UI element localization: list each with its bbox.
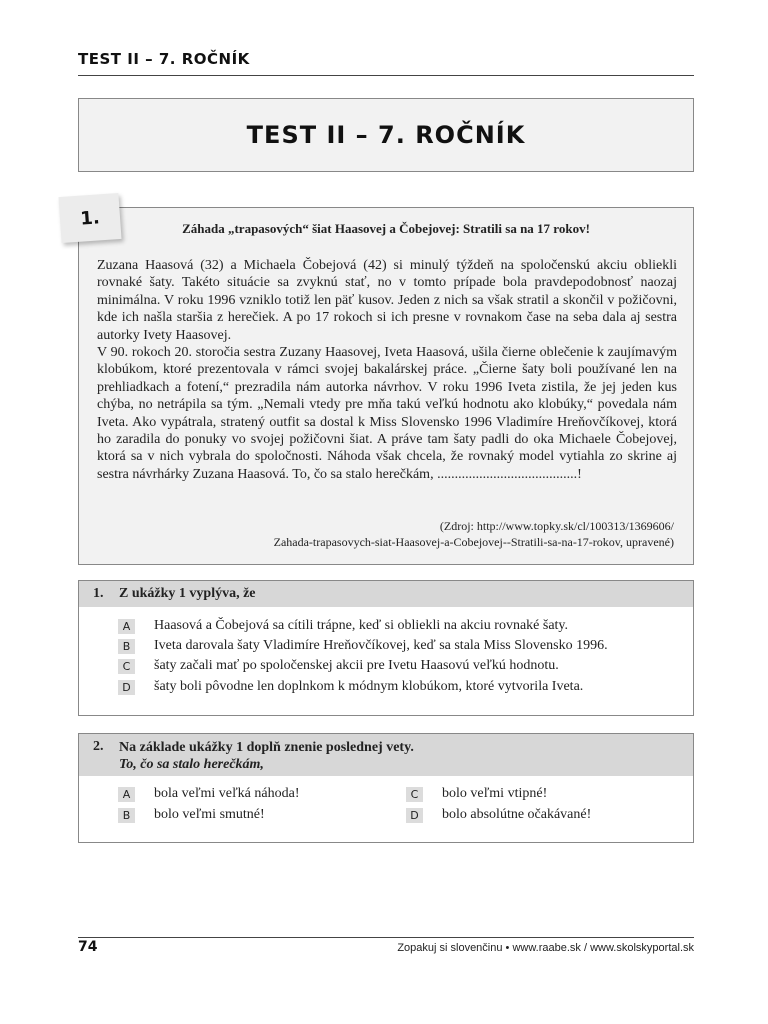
- question-1-option-b[interactable]: [118, 638, 608, 654]
- exercise-number: 1.: [79, 206, 101, 230]
- article-box: [78, 207, 694, 565]
- question-1-option-a[interactable]: [118, 618, 568, 634]
- option-text: bola veľmi veľká náhoda!: [154, 786, 300, 801]
- option-text: bolo absolútne očakávané!: [442, 807, 592, 822]
- option-text: Haasová a Čobejová sa cítili trápne, keď si obliekli na akciu rovnaké šaty.: [154, 618, 569, 633]
- exercise-number-tag: [58, 193, 121, 243]
- footer-text: Zopakuj si slovenčinu • www.raabe.sk / www.skolskyportal.sk: [397, 942, 694, 954]
- question-2-text: Na základe ukážky 1 doplň znenie poslednej vety.: [119, 740, 414, 755]
- question-2-subtext: To, čo sa stalo herečkám,: [119, 757, 264, 772]
- source-line-1: (Zdroj: http://www.topky.sk/cl/100313/1369606/: [439, 519, 674, 533]
- article-paragraph-2: V 90. rokoch 20. storočia sestra Zuzany Haasovej, Iveta Haasová, ušila čierne oblečenie k zaujímavým klobúkom, ktoré prezentovala v rámci svojej bakalárskej práce. „Čierne šaty boli používané len na prehliadkach a fotení,“ prezradila nám autorka návrhov. V roku 1996 Iveta zistila, že jej jeden kus chýba, no netrápila sa tým. „Nemali vtedy pre mňa takú veľkú hodnotu ako klobúky,“ povedala nám Iveta. Ako vypátrala, stratený outfit sa dostal k Miss Slovensko 1996 Vladimíre Hreňovčíkovej, ktorá ho zaradila do ponuky vo svojej požičovni šiat. A práve tam šaty padli do oka Michaele Čobejovej, ktorá sa v nich vybrala do spoločnosti. Náhoda však chcela, že rovnaký model vytiahla zo skrine aj sestra návrhárky Zuzana Haasová. To, čo sa stalo herečkám, ........................................!: [97, 345, 677, 482]
- question-2-option-b[interactable]: [118, 807, 265, 823]
- question-1-header: [79, 581, 693, 607]
- article-paragraph-1: Zuzana Haasová (32) a Michaela Čobejová (42) si minulý týždeň na spoločenskú akciu obliekli rovnaké šaty. Takéto situácie sa zvyknú stať, no v tomto prípade bola pravdepodobnosť naozaj minimálna. V roku 1996 vzniklo totiž len päť kusov. Jeden z nich sa však stratil a skončil v požičovni, kde ich našla staršia z herečiek. A po 17 rokoch si ich presne v rovnakom čase na seba dala aj sestra autorky Ivety Haasovej.: [97, 258, 677, 343]
- article-headline: Záhada „trapasových“ šiat Haasovej a Čobejovej: Stratili sa na 17 rokov!: [182, 221, 590, 236]
- option-letter-b: B: [118, 808, 135, 823]
- running-header: TEST II – 7. ROČNÍK: [78, 50, 250, 68]
- footer-divider: [78, 937, 694, 938]
- option-text: bolo veľmi vtipné!: [442, 786, 548, 801]
- option-letter-d: D: [118, 680, 135, 695]
- question-2-option-c[interactable]: [406, 786, 547, 802]
- page-number: 74: [78, 939, 98, 955]
- question-2-option-d[interactable]: [406, 807, 591, 823]
- option-letter-b: B: [118, 639, 135, 654]
- question-1-option-c[interactable]: [118, 658, 559, 674]
- option-text: šaty boli pôvodne len doplnkom k módnym klobúkom, ktoré vytvorila Iveta.: [154, 679, 584, 694]
- source-line-2: Zahada-trapasovych-siat-Haasovej-a-Cobejovej--Stratili-sa-na-17-rokov, upravené): [273, 535, 674, 549]
- option-letter-c: C: [118, 659, 135, 674]
- header-divider: [78, 75, 694, 76]
- question-2-option-a[interactable]: [118, 786, 300, 802]
- question-1-option-d[interactable]: [118, 679, 583, 695]
- option-text: Iveta darovala šaty Vladimíre Hreňovčíkovej, keď sa stala Miss Slovensko 1996.: [154, 638, 608, 653]
- option-letter-a: A: [118, 619, 135, 634]
- question-1: [78, 580, 694, 716]
- article-source: [274, 518, 674, 550]
- option-text: šaty začali mať po spoločenskej akcii pre Ivetu Haasovú veľkú hodnotu.: [154, 658, 559, 673]
- question-2: [78, 733, 694, 843]
- option-text: bolo veľmi smutné!: [154, 807, 265, 822]
- test-title-box: [78, 98, 694, 172]
- question-1-text: Z ukážky 1 vyplýva, že: [119, 586, 256, 601]
- option-letter-c: C: [406, 787, 423, 802]
- option-letter-d: D: [406, 808, 423, 823]
- question-2-header: [79, 734, 693, 776]
- question-1-number: 1.: [93, 586, 104, 601]
- article-body: [97, 257, 677, 483]
- question-2-number: 2.: [93, 739, 104, 754]
- test-title: TEST II – 7. ROČNÍK: [246, 121, 526, 149]
- option-letter-a: A: [118, 787, 135, 802]
